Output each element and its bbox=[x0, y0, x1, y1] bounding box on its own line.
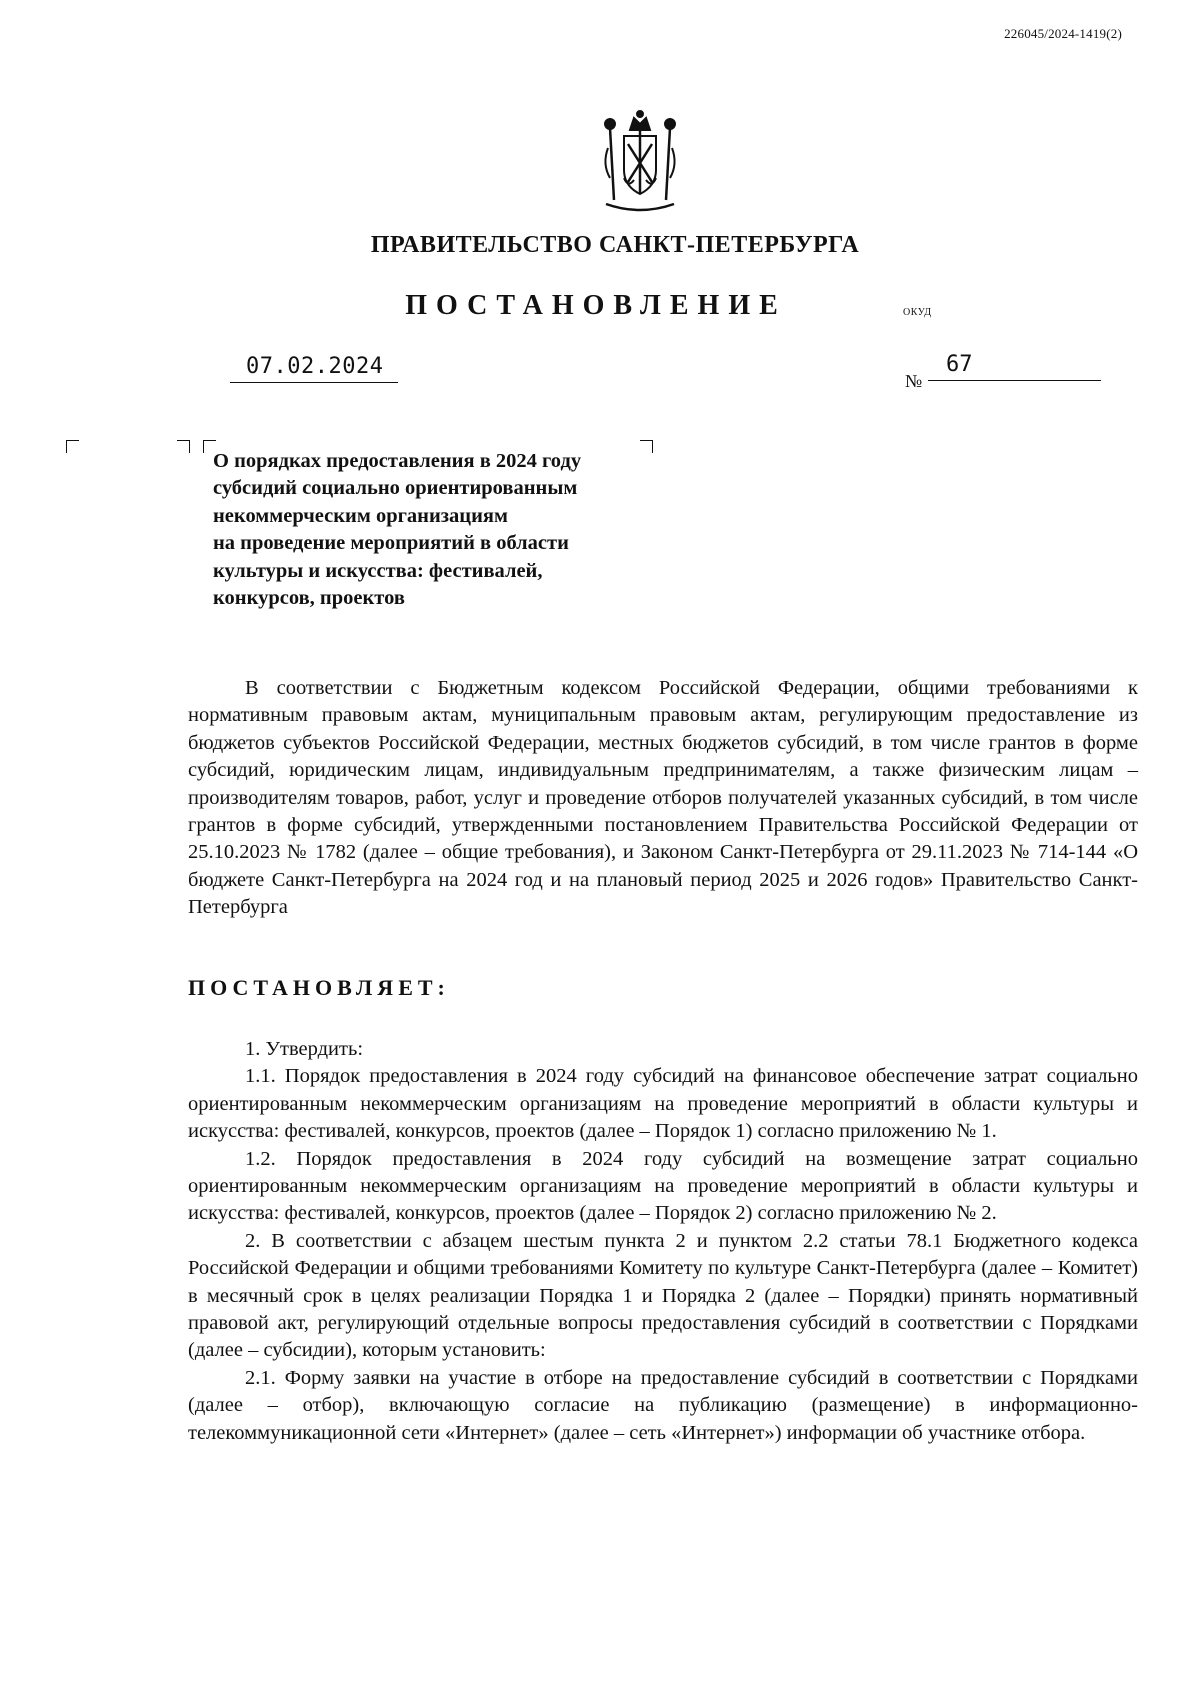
item-paragraph: 2.1. Форму заявки на участие в отборе на предоставление субсидий в соответствии с Порядками (далее – отбор), включающую согласие на публикацию (размещение) в информационно-телекоммуникационной сети «Интернет» (далее – сеть «Интернет») информации об участнике отбора. bbox=[188, 1366, 1138, 1444]
subject-line: культуры и искусства: фестивалей, bbox=[213, 559, 543, 582]
document-number: 67 bbox=[946, 352, 973, 377]
preamble bbox=[188, 675, 1138, 922]
coat-of-arms-icon bbox=[600, 108, 680, 218]
subject-line: конкурсов, проектов bbox=[213, 587, 405, 610]
corner-bracket-mark bbox=[66, 440, 79, 453]
registration-number: 226045/2024-1419(2) bbox=[1004, 26, 1122, 41]
document-subject bbox=[213, 448, 663, 612]
document-type-title: ПОСТАНОВЛЕНИЕ bbox=[405, 290, 787, 321]
subject-line: субсидий социально ориентированным bbox=[213, 477, 578, 500]
subject-line: на проведение мероприятий в области bbox=[213, 532, 569, 555]
item-paragraph: 1. Утвердить: bbox=[245, 1038, 364, 1060]
item-paragraph: 2. В соответствии с абзацем шестым пункта 2 и пунктом 2.2 статьи 78.1 Бюджетного кодекса Российской Федерации и общими требованиями Комитету по культуре Санкт-Петербурга (далее – Комитет) в месячный срок в целях реализации Порядка 1 и Порядка 2 (далее – Порядки) принять нормативный правовой акт, регулирующий отдельные вопросы предоставления субсидий в соответствии с Порядками (далее – субсидии), которым установить: bbox=[188, 1229, 1138, 1362]
okud-label: ОКУД bbox=[903, 307, 932, 318]
government-name: ПРАВИТЕЛЬСТВО САНКТ-ПЕТЕРБУРГА bbox=[370, 232, 860, 258]
resolution-items bbox=[188, 1036, 1138, 1447]
date-field bbox=[230, 352, 398, 383]
preamble-paragraph: В соответствии с Бюджетным кодексом Российской Федерации, общими требованиями к нормативным правовым актам, муниципальным правовым актам, регулирующим предоставление из бюджетов субъектов Российской Федерации, местных бюджетов субсидий, в том числе грантов в форме субсидий, юридическим лицам, индивидуальным предпринимателям, а также физическим лицам – производителям товаров, работ, услуг и проведение отборов получателей указанных субсидий, в том числе грантов в форме субсидий, утвержденными постановлением Правительства Российской Федерации от 25.10.2023 № 1782 (далее – общие требования), и Законом Санкт-Петербурга от 29.11.2023 № 714-144 «О бюджете Санкт-Петербурга на 2024 год и на плановый период 2025 и 2026 годов» Правительство Санкт-Петербурга bbox=[188, 677, 1138, 919]
number-sign: № bbox=[905, 371, 923, 391]
subject-line: О порядках предоставления в 2024 году bbox=[213, 450, 582, 472]
item-paragraph: 1.2. Порядок предоставления в 2024 году субсидий на возмещение затрат социально ориентированным некоммерческим организациям на проведение мероприятий в области культуры и искусства: фестивалей, конкурсов, проектов (далее – Порядок 2) согласно приложению № 2. bbox=[188, 1147, 1138, 1225]
resolves-heading: ПОСТАНОВЛЯЕТ: bbox=[188, 975, 450, 1000]
number-field bbox=[928, 350, 1101, 381]
subject-line: некоммерческим организациям bbox=[213, 504, 508, 527]
item-paragraph: 1.1. Порядок предоставления в 2024 году субсидий на финансовое обеспечение затрат социально ориентированным некоммерческим организациям на проведение мероприятий в области культуры и искусства: фестивалей, конкурсов, проектов (далее – Порядок 1) согласно приложению № 1. bbox=[188, 1065, 1138, 1143]
document-date: 07.02.2024 bbox=[246, 354, 384, 379]
corner-bracket-mark bbox=[177, 440, 190, 453]
